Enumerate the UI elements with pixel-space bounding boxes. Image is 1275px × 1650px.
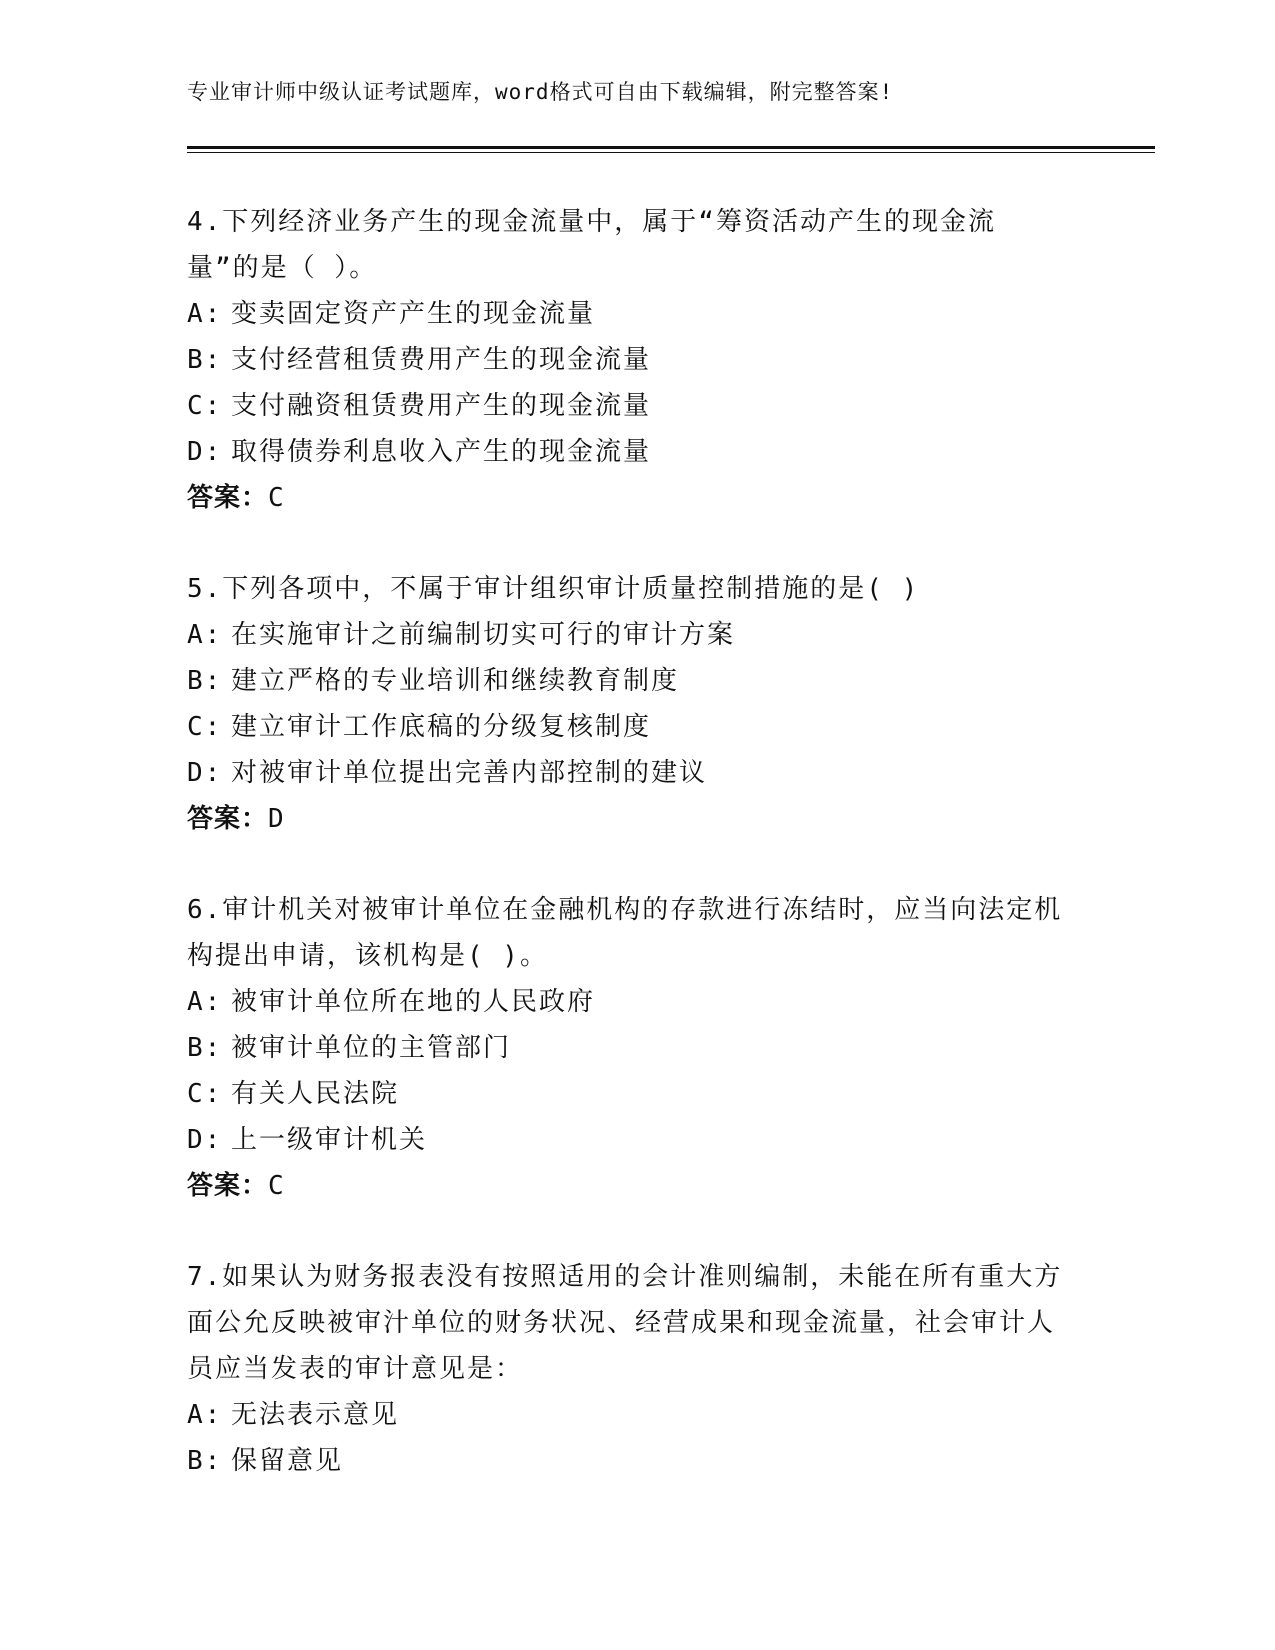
question-stem: 7.如果认为财务报表没有按照适用的会计准则编制，未能在所有重大方面公允反映被审汁单位的财务状况、经营成果和现金流量，社会审计人员应当发表的审计意见是： — [187, 1262, 1063, 1384]
option-c — [187, 704, 1067, 750]
question-stem: 4.下列经济业务产生的现金流量中，属于“筹资活动产生的现金流量”的是（ ）。 — [187, 207, 996, 283]
option-b — [187, 1025, 1067, 1071]
answer-value: D — [268, 804, 285, 834]
option-letter: B: — [187, 345, 223, 375]
option-letter: C: — [187, 1079, 223, 1109]
answer-label: 答案： — [187, 804, 269, 834]
option-d — [187, 429, 1067, 475]
answer-label: 答案： — [187, 483, 269, 513]
option-c — [187, 1071, 1067, 1117]
question-list — [187, 199, 1067, 1529]
option-letter: A: — [187, 620, 223, 650]
answer — [187, 1163, 1067, 1209]
header-divider-thin — [187, 152, 1155, 153]
header-divider-thick — [187, 146, 1155, 149]
option-a — [187, 291, 1067, 337]
option-d — [187, 1117, 1067, 1163]
option-b — [187, 658, 1067, 704]
question-stem: 6.审计机关对被审计单位在金融机构的存款进行冻结时，应当向法定机构提出申请，该机构是( )。 — [187, 895, 1063, 971]
question-stem: 5.下列各项中，不属于审计组织审计质量控制措施的是( ) — [187, 574, 920, 604]
option-text: 保留意见 — [231, 1446, 344, 1476]
option-a — [187, 612, 1067, 658]
option-letter: C: — [187, 391, 223, 421]
option-b — [187, 1438, 1067, 1484]
option-text: 建立严格的专业培训和继续教育制度 — [231, 666, 680, 696]
option-letter: A: — [187, 987, 223, 1017]
option-text: 在实施审计之前编制切实可行的审计方案 — [231, 620, 736, 650]
answer-value: C — [268, 483, 285, 513]
option-text: 被审计单位的主管部门 — [231, 1033, 512, 1063]
option-letter: D: — [187, 1125, 223, 1155]
document-header: 专业审计师中级认证考试题库，word格式可自由下载编辑，附完整答案! — [187, 80, 894, 104]
option-c — [187, 383, 1067, 429]
option-text: 无法表示意见 — [231, 1400, 400, 1430]
option-letter: B: — [187, 666, 223, 696]
option-text: 上一级审计机关 — [231, 1125, 428, 1155]
option-text: 取得债券利息收入产生的现金流量 — [231, 437, 652, 467]
option-text: 变卖固定资产产生的现金流量 — [231, 299, 596, 329]
option-text: 支付融资租赁费用产生的现金流量 — [231, 391, 652, 421]
question-4 — [187, 199, 1067, 521]
question-7 — [187, 1254, 1067, 1484]
option-text: 建立审计工作底稿的分级复核制度 — [231, 712, 652, 742]
option-letter: B: — [187, 1446, 223, 1476]
option-a — [187, 1392, 1067, 1438]
answer — [187, 475, 1067, 521]
option-b — [187, 337, 1067, 383]
option-letter: D: — [187, 437, 223, 467]
option-letter: A: — [187, 299, 223, 329]
option-letter: D: — [187, 758, 223, 788]
option-a — [187, 979, 1067, 1025]
option-text: 支付经营租赁费用产生的现金流量 — [231, 345, 652, 375]
answer — [187, 796, 1067, 842]
answer-label: 答案： — [187, 1171, 269, 1201]
option-text: 对被审计单位提出完善内部控制的建议 — [231, 758, 708, 788]
option-text: 被审计单位所在地的人民政府 — [231, 987, 596, 1017]
option-letter: C: — [187, 712, 223, 742]
option-text: 有关人民法院 — [231, 1079, 400, 1109]
option-d — [187, 750, 1067, 796]
option-letter: A: — [187, 1400, 223, 1430]
question-5 — [187, 566, 1067, 842]
answer-value: C — [268, 1171, 285, 1201]
option-letter: B: — [187, 1033, 223, 1063]
question-6 — [187, 887, 1067, 1209]
